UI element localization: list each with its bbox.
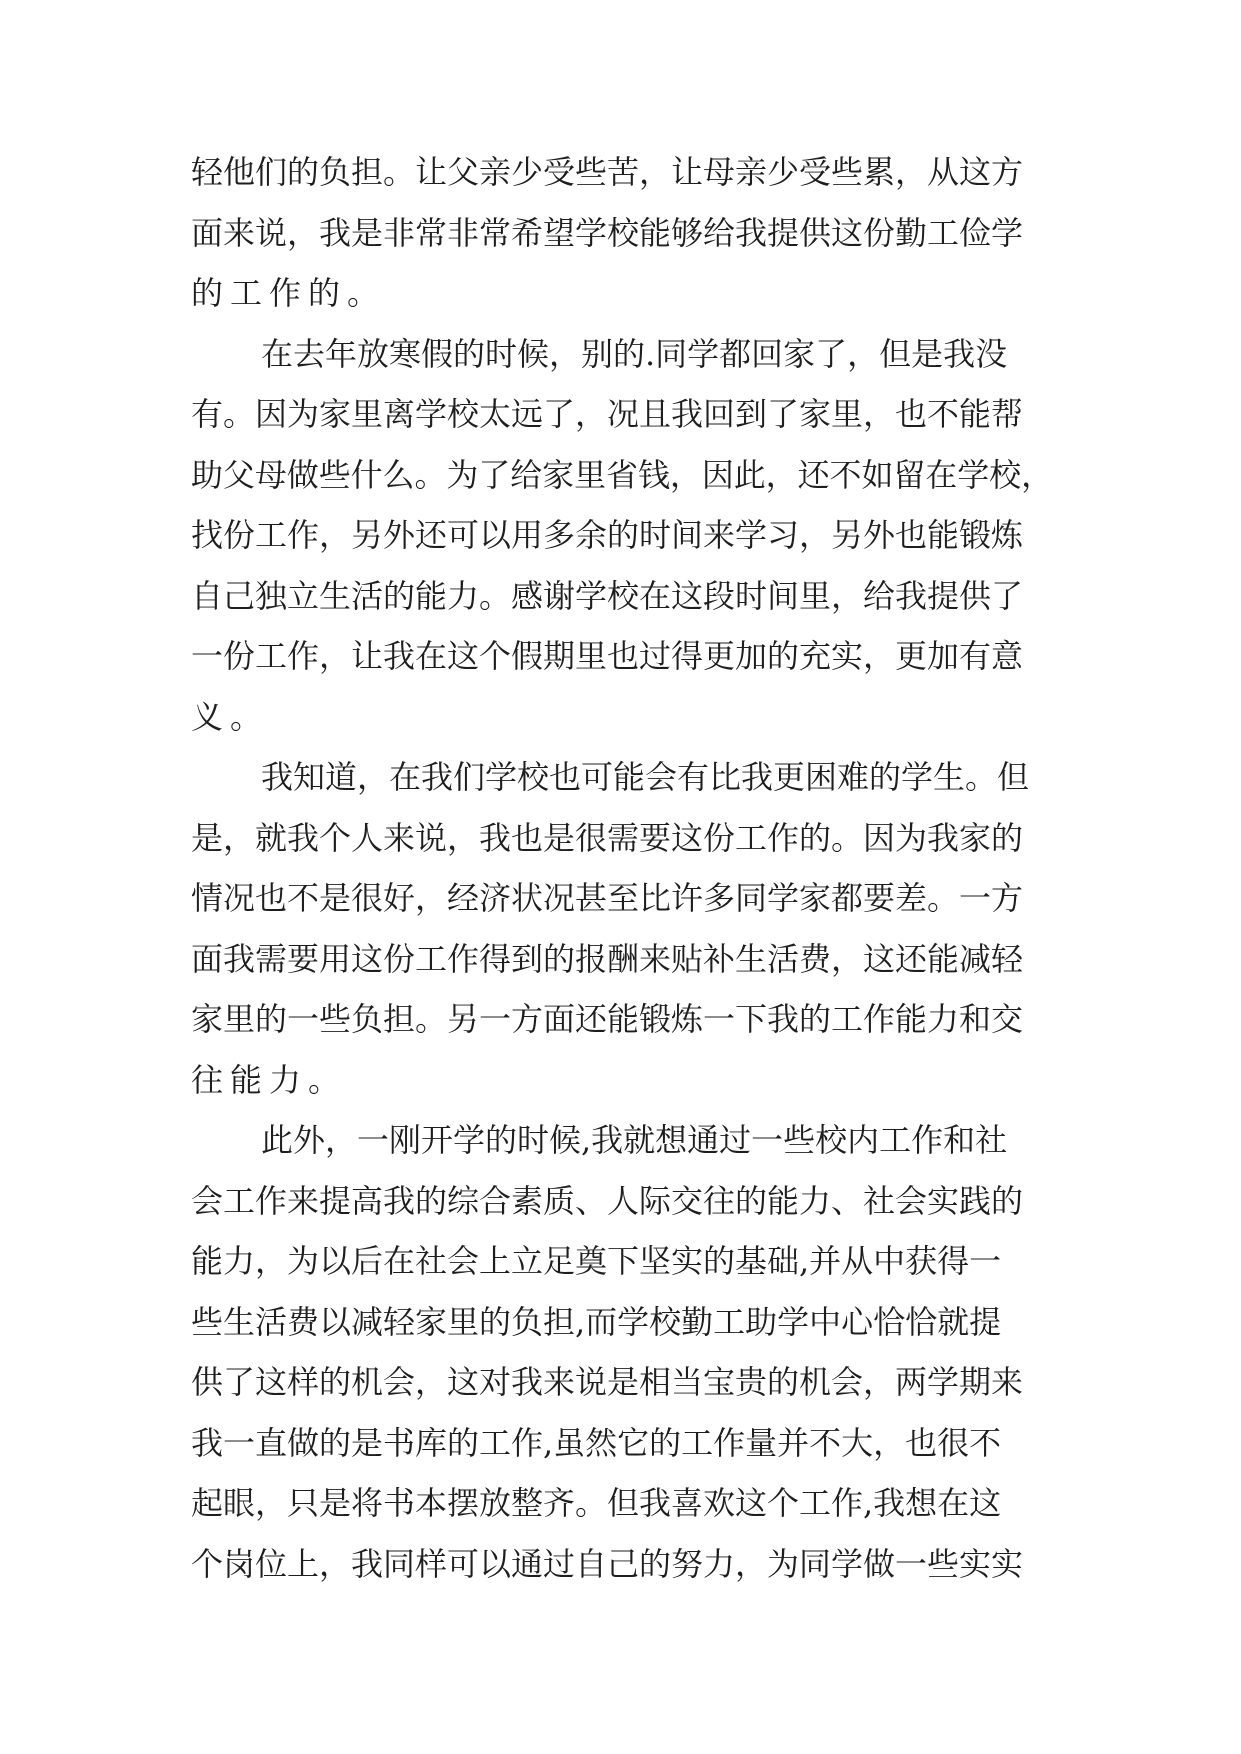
text-line: 些生活费以减轻家里的负担,而学校勤工助学中心恰恰就提 xyxy=(191,1302,1002,1341)
paragraph-first-line: 此外，一刚开学的时候,我就想通过一些校内工作和社 xyxy=(261,1121,1008,1159)
text-line: 找份工作，另外还可以用多余的时间来学习，另外也能锻炼 xyxy=(191,516,1024,554)
text-line: 轻他们的负担。让父亲少受些苦，让母亲少受些累，从这方 xyxy=(191,153,1024,191)
text-line: 是，就我个人来说，我也是很需要这份工作的。因为我家的 xyxy=(191,818,1024,857)
text-line: 往能力。 xyxy=(191,1060,348,1099)
text-line: 有。因为家里离学校太远了，况且我回到了家里，也不能帮 xyxy=(191,395,1024,433)
text-line: 供了这样的机会，这对我来说是相当宝贵的机会，两学期来 xyxy=(191,1363,1024,1401)
text-line: 义。 xyxy=(191,697,270,736)
text-line: 自己独立生活的能力。感谢学校在这段时间里，给我提供了 xyxy=(191,576,1024,615)
text-line: 面我需要用这份工作得到的报酬来贴补生活费，这还能减轻 xyxy=(191,939,1024,978)
text-line: 面来说，我是非常非常希望学校能够给我提供这份勤工俭学 xyxy=(191,213,1024,252)
body-text xyxy=(191,142,1053,1594)
paragraph-first-line: 在去年放寒假的时候，别的.同学都回家了，但是我没 xyxy=(261,334,1008,373)
text-line: 能力，为以后在社会上立足奠下坚实的基础,并从中获得一 xyxy=(191,1242,1002,1280)
text-line: 的工作的。 xyxy=(191,274,387,312)
text-line: 起眼，只是将书本摆放整齐。但我喜欢这个工作,我想在这 xyxy=(191,1484,1002,1522)
text-line: 个岗位上，我同样可以通过自己的努力，为同学做一些实实 xyxy=(191,1544,1024,1583)
paragraph-first-line: 我知道，在我们学校也可能会有比我更困难的学生。但 xyxy=(261,758,1030,796)
text-line: 会工作来提高我的综合素质、人际交往的能力、社会实践的 xyxy=(191,1181,1024,1220)
text-line: 我一直做的是书库的工作,虽然它的工作量并不大，也很不 xyxy=(191,1423,1002,1462)
text-line: 一份工作，让我在这个假期里也过得更加的充实，更加有意 xyxy=(191,637,1024,675)
text-line: 助父母做些什么。为了给家里省钱，因此，还不如留在学校， xyxy=(191,455,1054,494)
text-line: 家里的一些负担。另一方面还能锻炼一下我的工作能力和交 xyxy=(191,1000,1024,1038)
text-line: 情况也不是很好，经济状况甚至比许多同学家都要差。一方 xyxy=(191,879,1024,917)
